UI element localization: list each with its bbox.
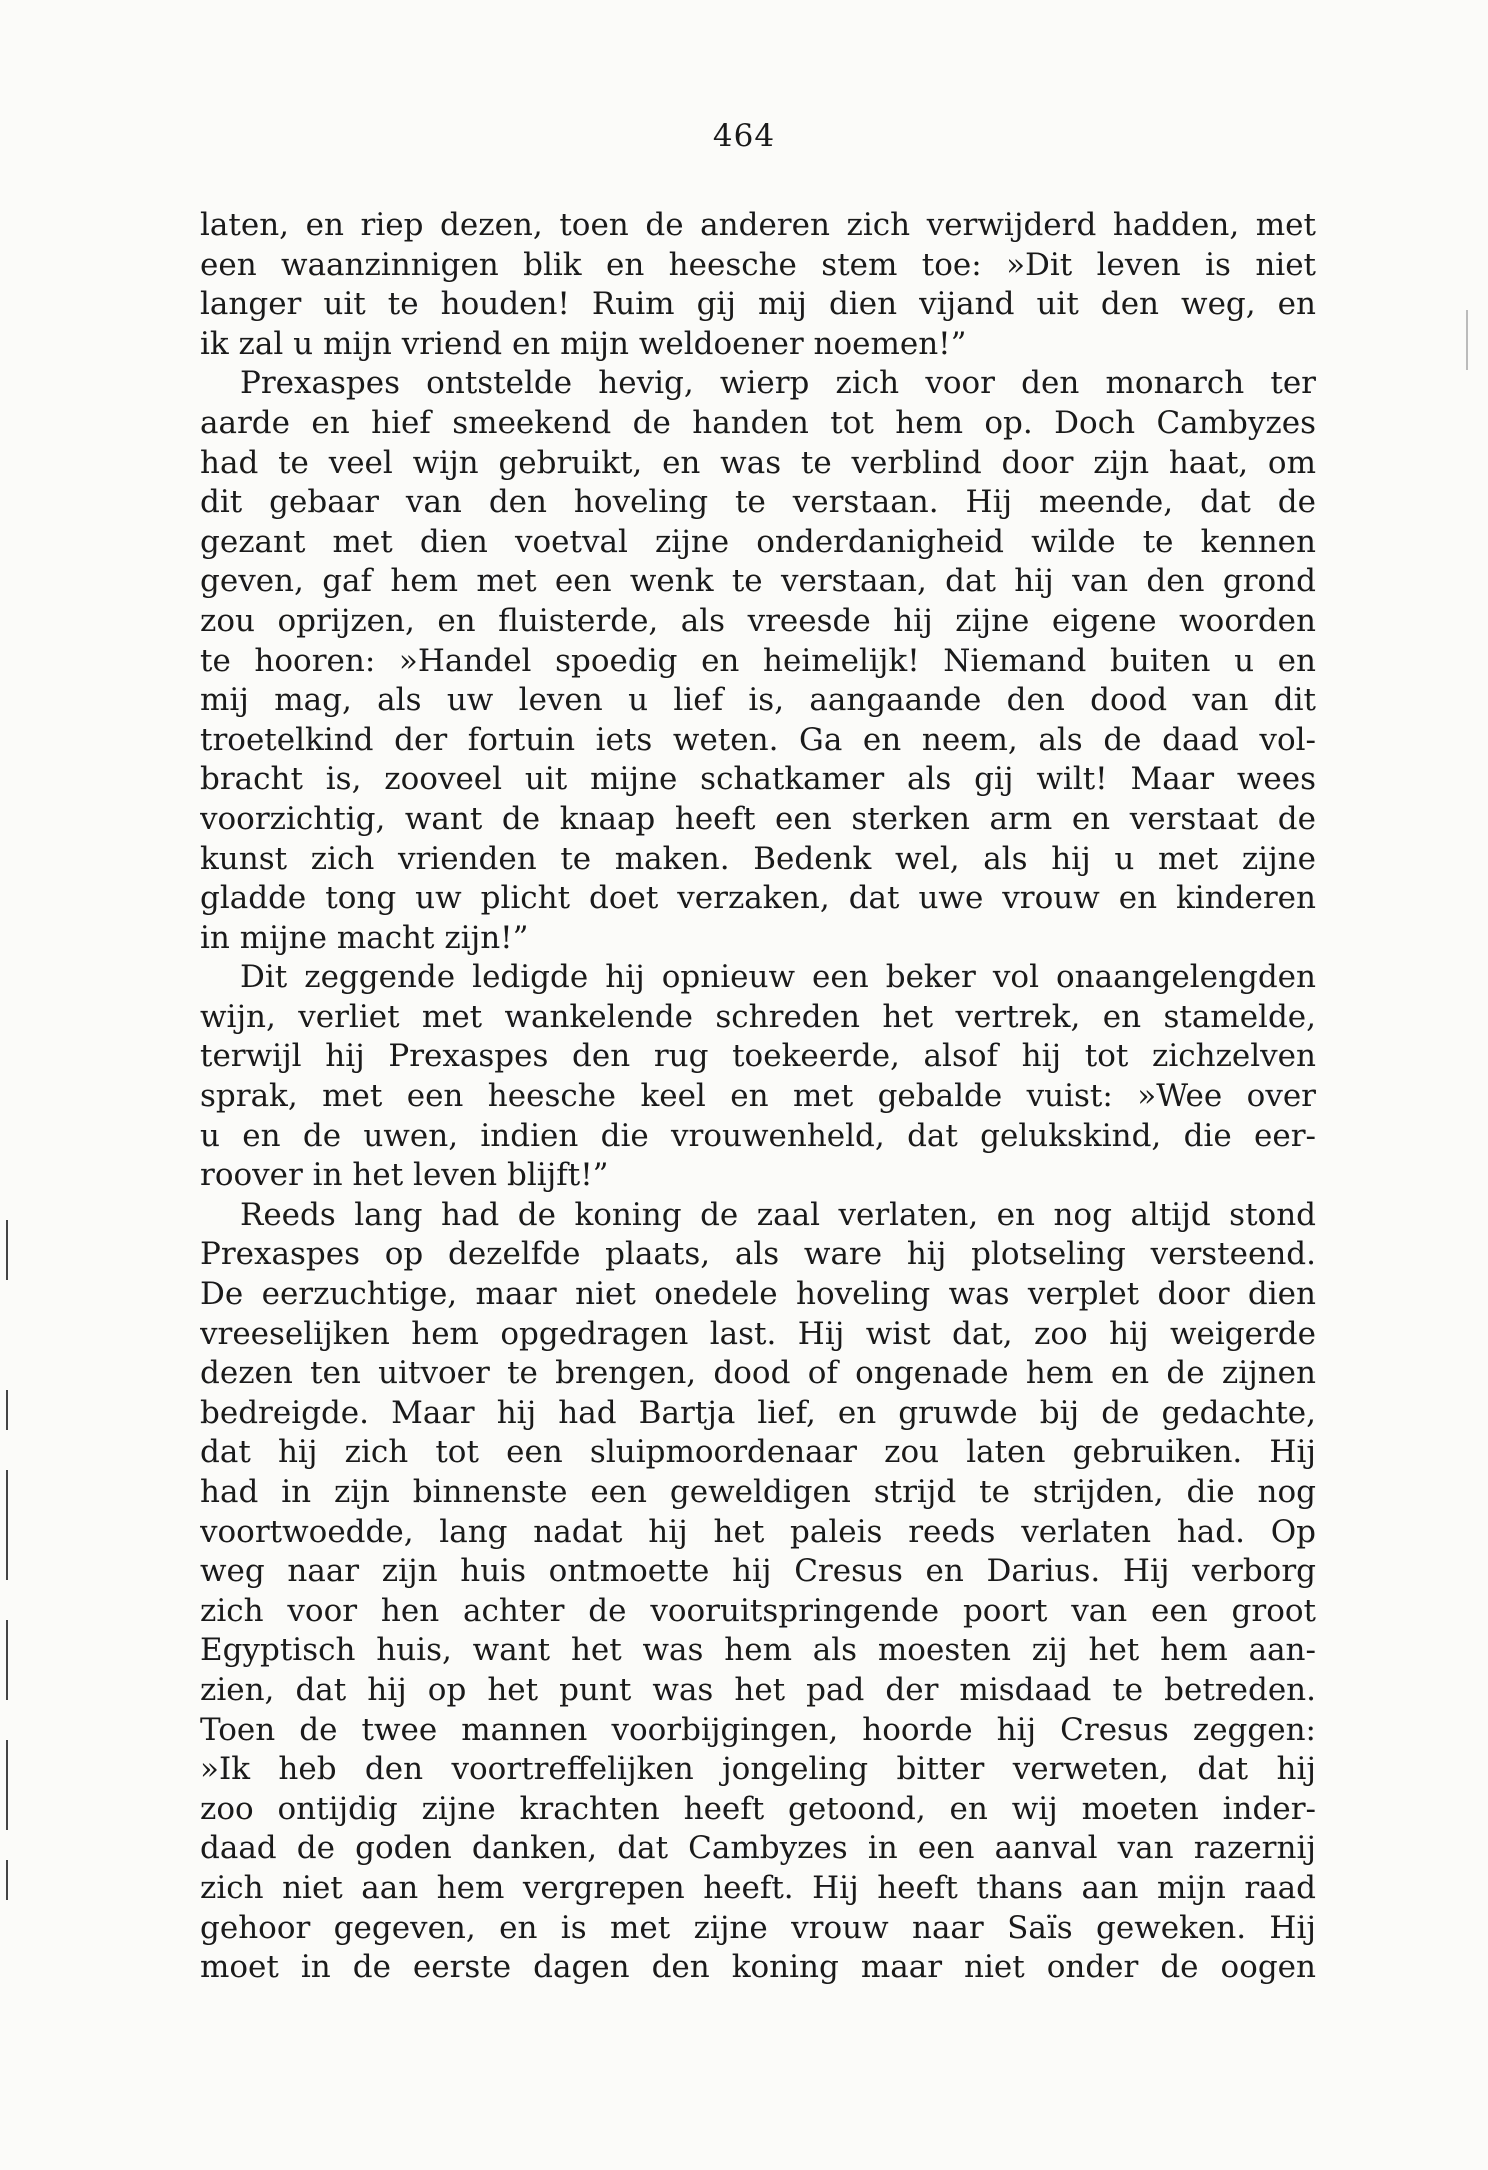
text-line: aarde en hief smeekend de handen tot hem op. Doch Cambyzes [200,404,1316,441]
text-line: wijn, verliet met wankelende schreden het vertrek, en stamelde, [200,998,1316,1035]
text-line: voorzichtig, want de knaap heeft een sterken arm en verstaat de [200,800,1316,837]
text-line: zien, dat hij op het punt was het pad der misdaad te betreden. [200,1671,1316,1708]
text-line: geven, gaf hem met een wenk te verstaan, dat hij van den grond [200,563,1316,600]
text-line: u en de uwen, indien die vrouwenheld, dat gelukskind, die eer- [200,1117,1316,1154]
text-line: daad de goden danken, dat Cambyzes in een aanval van razernij [200,1830,1316,1867]
text-line: Egyptisch huis, want het was hem als moesten zij het hem aan- [200,1632,1316,1669]
scan-edge-mark [1466,310,1468,370]
text-line: te hooren: »Handel spoedig en heimelijk! Niemand buiten u en [200,642,1316,679]
text-line: dat hij zich tot een sluipmoordenaar zou laten gebruiken. Hij [200,1434,1316,1471]
text-line: in mijne macht zijn!” [200,919,529,956]
text-line: laten, en riep dezen, toen de anderen zich verwijderd hadden, met [200,207,1316,243]
body-text [200,206,1316,1988]
text-line: zich voor hen achter de vooruitspringende poort van een groot [200,1592,1316,1629]
text-line: zich niet aan hem vergrepen heeft. Hij heeft thans aan mijn raad [200,1869,1316,1906]
text-line: dezen ten uitvoer te brengen, dood of ongenade hem en de zijnen [200,1355,1316,1392]
text-line: gezant met dien voetval zijne onderdanigheid wilde te kennen [200,523,1316,560]
text-line: Toen de twee mannen voorbijgingen, hoorde hij Cresus zeggen: [200,1711,1316,1748]
text-line: Prexaspes op dezelfde plaats, als ware hij plotseling versteend. [200,1236,1316,1273]
text-line: Dit zeggende ledigde hij opnieuw een beker vol onaangelengden [240,959,1316,996]
text-line: vreeselijken hem opgedragen last. Hij wist dat, zoo hij weigerde [200,1315,1316,1352]
text-line: »Ik heb den voortreffelijken jongeling bitter verweten, dat hij [200,1751,1316,1788]
text-line: gladde tong uw plicht doet verzaken, dat uwe vrouw en kinderen [200,880,1316,917]
text-line: moet in de eerste dagen den koning maar niet onder de oogen [200,1949,1316,1986]
text-line: roover in het leven blijft!” [200,1157,609,1194]
scan-margin-marks [6,1220,12,1900]
text-line: bracht is, zooveel uit mijne schatkamer als gij wilt! Maar wees [200,761,1316,798]
text-line: Reeds lang had de koning de zaal verlaten, en nog altijd stond [240,1196,1316,1233]
text-line: Prexaspes ontstelde hevig, wierp zich voor den monarch ter [240,365,1316,402]
text-line: voortwoedde, lang nadat hij het paleis reeds verlaten had. Op [200,1513,1316,1550]
text-line: troetelkind der fortuin iets weten. Ga en neem, als de daad vol- [200,721,1316,758]
text-line: ik zal u mijn vriend en mijn weldoener noemen!” [200,325,967,362]
text-line: weg naar zijn huis ontmoette hij Cresus en Darius. Hij verborg [200,1553,1316,1590]
text-line: zou oprijzen, en fluisterde, als vreesde hij zijne eigene woorden [200,602,1316,639]
text-line: terwijl hij Prexaspes den rug toekeerde, alsof hij tot zichzelven [200,1038,1316,1075]
text-line: langer uit te houden! Ruim gij mij dien vijand uit den weg, en [200,286,1316,323]
text-line: zoo ontijdig zijne krachten heeft getoond, en wij moeten inder- [200,1790,1316,1827]
text-line: gehoor gegeven, en is met zijne vrouw naar Saïs geweken. Hij [200,1909,1316,1946]
text-line: mij mag, als uw leven u lief is, aangaande den dood van dit [200,682,1316,719]
text-line: bedreigde. Maar hij had Bartja lief, en gruwde bij de gedachte, [200,1394,1316,1431]
text-line: had te veel wijn gebruikt, en was te verblind door zijn haat, om [200,444,1316,481]
text-line: sprak, met een heesche keel en met gebalde vuist: »Wee over [200,1078,1316,1115]
text-line: had in zijn binnenste een geweldigen strijd te strijden, die nog [200,1474,1316,1510]
text-line: een waanzinnigen blik en heesche stem toe: »Dit leven is niet [200,246,1316,283]
page-number: 464 [712,118,776,154]
text-line: dit gebaar van den hoveling te verstaan. Hij meende, dat de [200,484,1316,521]
text-line: De eerzuchtige, maar niet onedele hoveling was verplet door dien [200,1276,1316,1313]
text-line: kunst zich vrienden te maken. Bedenk wel, als hij u met zijne [200,840,1316,877]
